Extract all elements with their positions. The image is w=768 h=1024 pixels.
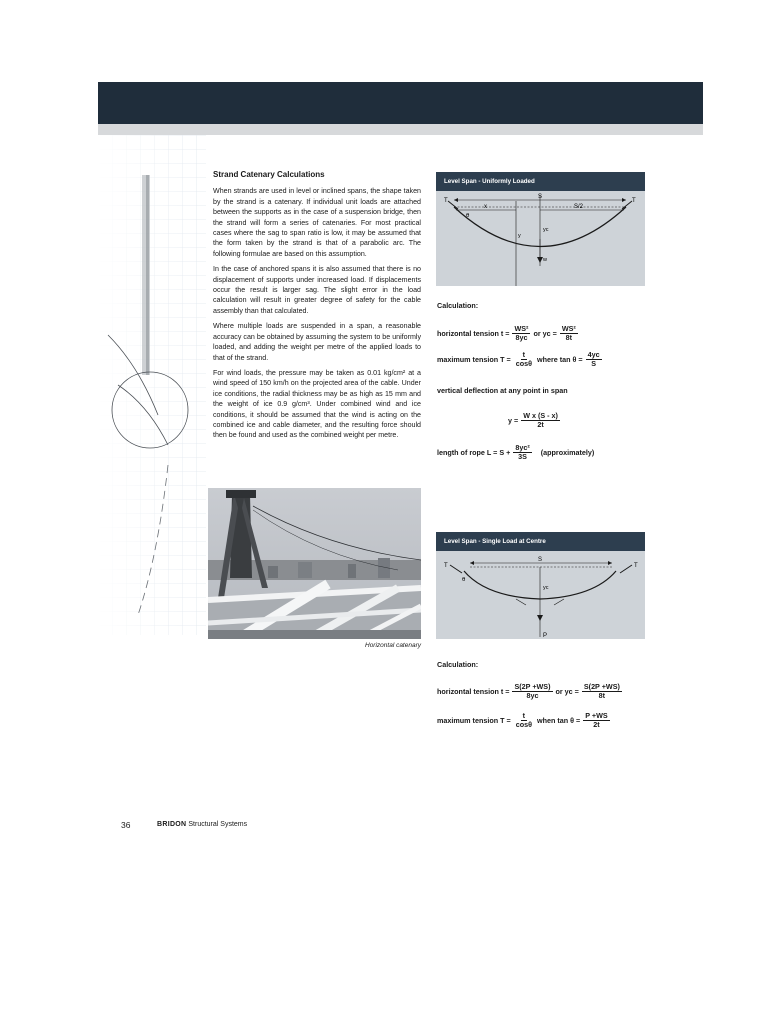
denominator: cosθ: [515, 359, 532, 368]
brand-subtitle: Structural Systems: [188, 821, 248, 828]
formula-vertical-deflection: [508, 412, 563, 429]
formula-vertical-deflection-label: [437, 386, 568, 395]
page-number: 36: [121, 820, 131, 830]
numerator: WS²: [561, 324, 576, 333]
fraction: [560, 325, 578, 342]
diagram1-label-y: y: [518, 233, 521, 239]
diagram1-label-w: w: [543, 257, 547, 263]
diagram-single-load-centre: [436, 532, 645, 639]
fraction: [514, 712, 534, 729]
formula-horizontal-tension-2: [437, 683, 625, 700]
numerator: t: [522, 350, 526, 359]
formula-lead: horizontal tension t =: [437, 687, 510, 696]
photo-caption: Horizontal catenary: [365, 642, 421, 649]
catenary-diagram-2: [436, 551, 645, 639]
intro-text-column: [213, 170, 421, 446]
formula-mid: where tan θ =: [536, 355, 583, 364]
denominator: 2t: [537, 420, 544, 429]
formula-lead: y =: [508, 416, 519, 425]
fraction: [513, 444, 531, 461]
footer-brand: [157, 821, 247, 828]
numerator: WS²: [514, 324, 529, 333]
fraction: [521, 412, 560, 429]
fraction: [583, 712, 609, 729]
diagram1-label-S: S: [538, 194, 543, 200]
formula-lead: maximum tension T =: [437, 355, 511, 364]
denominator: S: [591, 359, 597, 368]
formula-lead: vertical deflection at any point in span: [437, 386, 568, 395]
paragraph-2: In the case of anchored spans it is also assumed that there is no displacement of supports under increased load. If displacements occur the result is larger sag. The slight error in the load calculation will result in greater degree of safety for the cable assembly than that calculated.: [213, 265, 421, 315]
numerator: S(2P +WS): [583, 682, 620, 691]
formula-lead: horizontal tension t =: [437, 329, 510, 338]
catenary-diagram-1: [436, 191, 645, 286]
diagram1-label-yc: yc: [543, 227, 549, 233]
diagram1-label-T-right: T: [632, 198, 636, 204]
diagram2-label-S: S: [538, 557, 543, 563]
diagram2-label-T-right: T: [634, 563, 638, 569]
denominator: 2t: [593, 720, 600, 729]
formula-length-of-rope: [437, 444, 594, 461]
fraction: [586, 351, 602, 368]
page-header: [98, 82, 703, 124]
numerator: S(2P +WS): [514, 682, 551, 691]
paragraph-4: For wind loads, the pressure may be taken as 0.01 kg/cm² at a wind speed of 150 km/h on the projected area of the cable. Under ice conditions, the radial thickness may be as high as 15 mm and the weight of ice 0.9 g/cm³. Under combined wind and ice conditions, it should be assumed that the wind is acting on the combined ice and cable diameter, and the resulting force should then be found and used as the combined weight per metre.: [213, 368, 421, 440]
formula-mid: when tan θ =: [536, 716, 581, 725]
diagram1-label-x: x: [484, 204, 487, 210]
decorative-margin-art: [98, 135, 206, 635]
formula-horizontal-tension-1: [437, 325, 581, 342]
denominator: 8t: [565, 333, 573, 342]
brand-name: BRIDON: [157, 821, 187, 828]
fraction: [582, 683, 622, 700]
diagram2-label-theta: θ: [462, 577, 466, 583]
numerator: 8yc²: [515, 443, 530, 452]
numerator: 4yc: [587, 350, 600, 359]
calculation-heading-1: Calculation:: [437, 301, 479, 310]
diagram1-label-S-half: S/2: [574, 204, 584, 210]
formula-maximum-tension-2: [437, 712, 613, 729]
header-divider: [98, 124, 703, 135]
page-title: Technical Information: [114, 14, 308, 36]
paragraph-3: Where multiple loads are suspended in a span, a reasonable accuracy can be obtained by assuming the system to be uniformly loaded, and adding the weight per metre of the applied loads to that of the strand.: [213, 322, 421, 362]
numerator: P +WS: [585, 711, 608, 720]
denominator: 8yc: [526, 691, 539, 700]
numerator: t: [522, 711, 526, 720]
fraction: [512, 683, 552, 700]
diagram2-label-yc: yc: [543, 585, 549, 591]
denominator: 3S: [518, 452, 527, 461]
numerator: W x (S - x): [523, 411, 558, 420]
denominator: 8yc: [515, 333, 528, 342]
formula-mid: or yc =: [555, 687, 579, 696]
formula-lead: length of rope L = S +: [437, 448, 511, 457]
formula-maximum-tension-1: [437, 351, 605, 368]
calculation-heading-2: Calculation:: [437, 660, 479, 669]
horizontal-catenary-photo: [208, 488, 421, 639]
formula-lead: maximum tension T =: [437, 716, 511, 725]
denominator: 8t: [598, 691, 606, 700]
section-heading: Strand Catenary Calculations: [213, 170, 325, 179]
diagram-uniformly-loaded: [436, 172, 645, 286]
diagram1-label-theta: θ: [466, 213, 470, 219]
fraction: [512, 325, 530, 342]
diagram-title: Level Span - Single Load at Centre: [436, 532, 645, 551]
diagram2-label-T-left: T: [444, 563, 448, 569]
fraction: [514, 351, 534, 368]
denominator: cosθ: [515, 720, 532, 729]
diagram-title: Level Span - Uniformly Loaded: [436, 172, 645, 191]
diagram1-label-T-left: T: [444, 198, 448, 204]
paragraph-1: When strands are used in level or inclined spans, the shape taken by the strand is a catenary. If individual unit loads are attached between the supports as in the case of a suspension bridge, then the strand will form a series of catenaries. For most practical cases where the sag to span ratio is low, it may be assumed that the form taken by the strand is that of a parabolic arc. The following formulae are based on this assumption.: [213, 187, 421, 258]
formula-tail: (approximately): [540, 448, 595, 457]
formula-mid: or yc =: [533, 329, 557, 338]
diagram2-label-P: P: [543, 633, 548, 639]
